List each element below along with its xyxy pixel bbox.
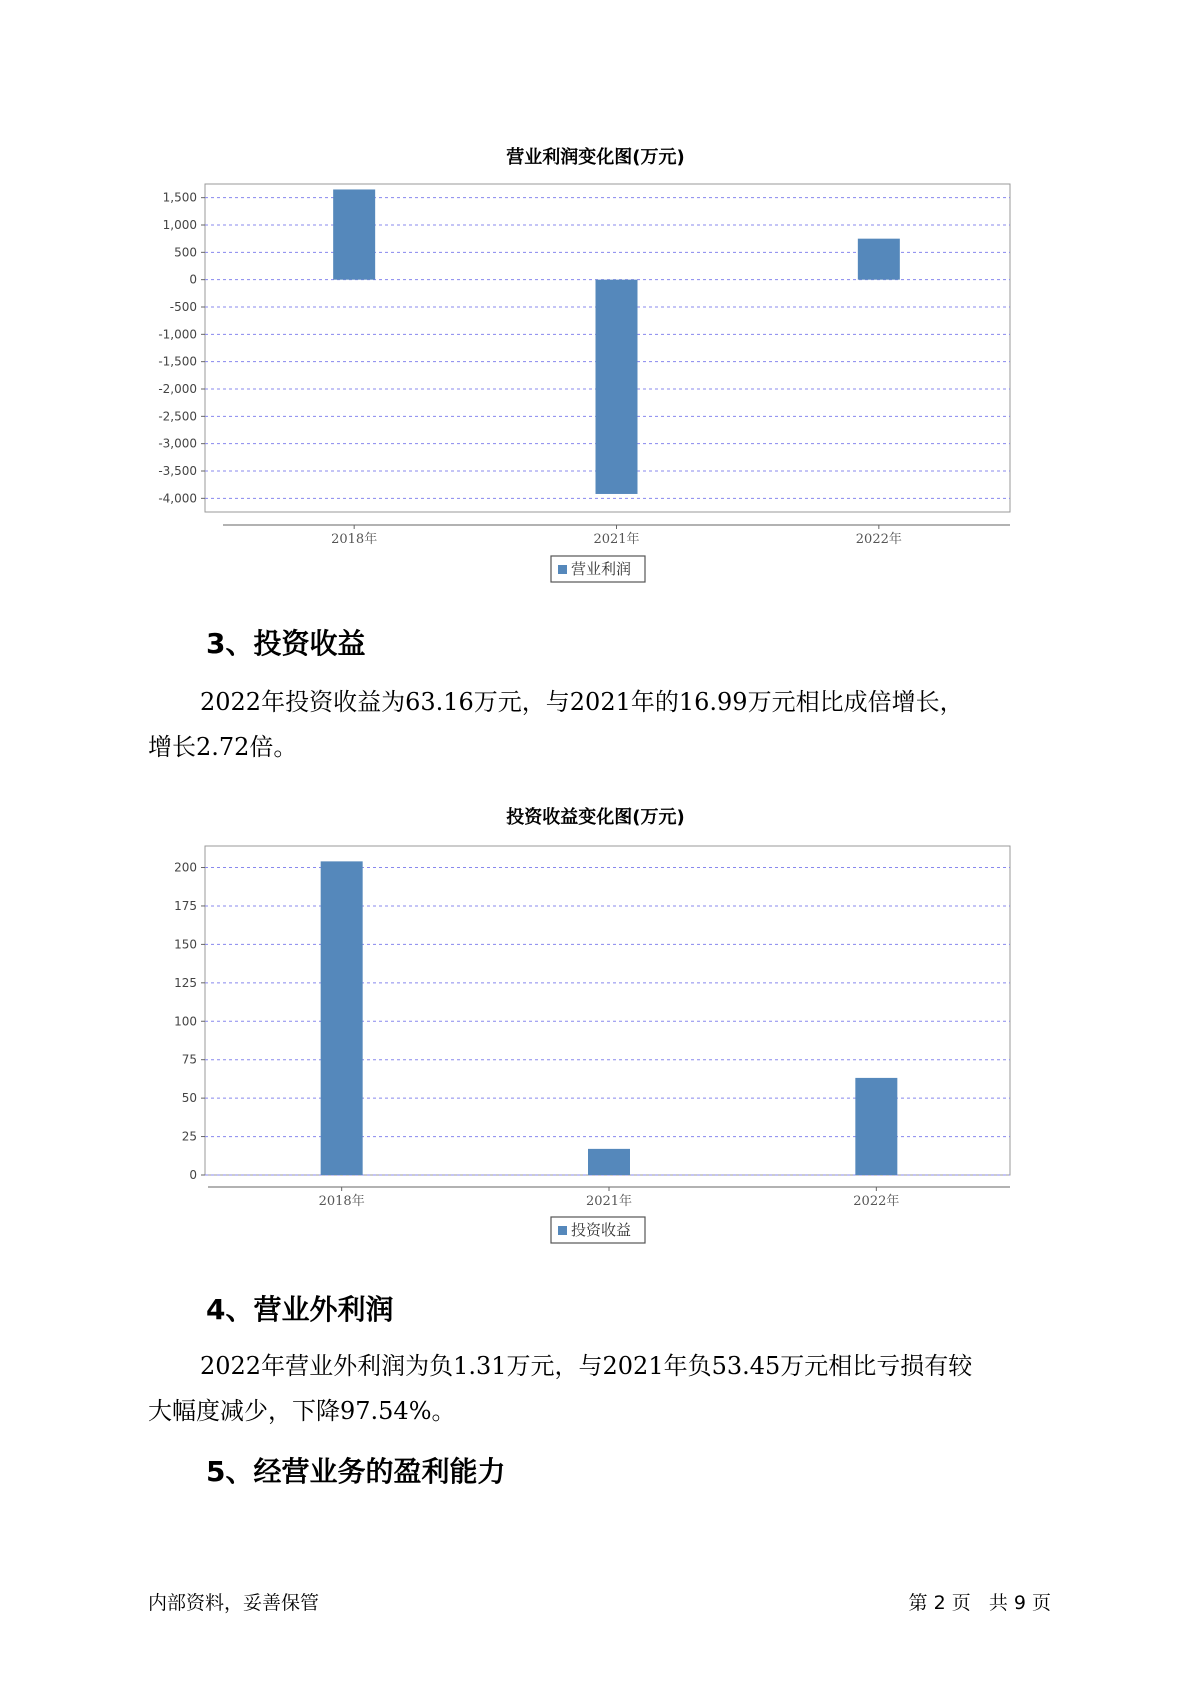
y-tick-label: -4,000	[158, 491, 197, 506]
y-tick-label: -3,000	[158, 436, 197, 451]
y-tick-label: -1,500	[158, 354, 197, 369]
y-tick-label: -500	[169, 300, 197, 314]
x-tick-label: 2021年	[593, 532, 640, 547]
y-tick-label: 75	[181, 1052, 197, 1067]
x-tick-label: 2022年	[853, 1194, 900, 1209]
y-tick-label: 125	[174, 975, 197, 990]
paragraph-line: 2022年营业外利润为负1.31万元，与2021年负53.45万元相比亏损有较	[200, 1352, 973, 1380]
y-tick-label: -2,500	[158, 409, 197, 424]
x-tick-label: 2021年	[585, 1194, 633, 1209]
y-tick-label: -1,000	[158, 327, 197, 342]
legend	[551, 1217, 645, 1243]
bar	[588, 1149, 630, 1175]
y-tick-label: 100	[174, 1014, 197, 1029]
legend-label: 投资收益	[571, 1221, 632, 1239]
y-tick-label: -2,000	[158, 382, 197, 396]
heading-investment-income: 3、投资收益	[206, 627, 366, 660]
y-tick-label: 1,500	[162, 190, 197, 205]
y-tick-label: -3,500	[158, 464, 197, 478]
y-tick-label: 0	[189, 1168, 197, 1182]
y-tick-label: 150	[174, 937, 197, 952]
y-tick-label: 0	[189, 272, 197, 287]
x-tick-label: 2018年	[331, 532, 378, 547]
footer-page-number: 第 2 页 共 9 页	[908, 1592, 1051, 1614]
paragraph-non-operating-profit	[148, 1344, 1068, 1434]
y-tick-label: 500	[174, 245, 197, 260]
paragraph-line: 增长2.72倍。	[148, 733, 298, 761]
y-tick-label: 25	[181, 1129, 197, 1144]
x-tick-label: 2018年	[318, 1194, 365, 1209]
footer-confidential-note: 内部资料，妥善保管	[148, 1592, 320, 1614]
chart-title-operating-profit: 营业利润变化图(万元)	[506, 147, 685, 168]
y-tick-label: 200	[174, 860, 197, 875]
x-tick-label: 2022年	[855, 532, 902, 547]
legend-label: 营业利润	[571, 560, 632, 578]
heading-business-profitability: 5、经营业务的盈利能力	[206, 1455, 506, 1488]
paragraph-line: 大幅度减少，下降97.54%。	[148, 1397, 456, 1425]
chart-title-investment-income: 投资收益变化图(万元)	[506, 807, 685, 828]
y-tick-label: 50	[181, 1091, 197, 1106]
heading-non-operating-profit: 4、营业外利润	[206, 1293, 394, 1326]
y-tick-label: 175	[174, 898, 197, 913]
bar	[321, 861, 363, 1175]
bar	[855, 1078, 897, 1175]
paragraph-line: 2022年投资收益为63.16万元，与2021年的16.99万元相比成倍增长，	[200, 688, 964, 716]
legend-swatch	[558, 1226, 567, 1235]
y-tick-label: 1,000	[162, 218, 197, 232]
